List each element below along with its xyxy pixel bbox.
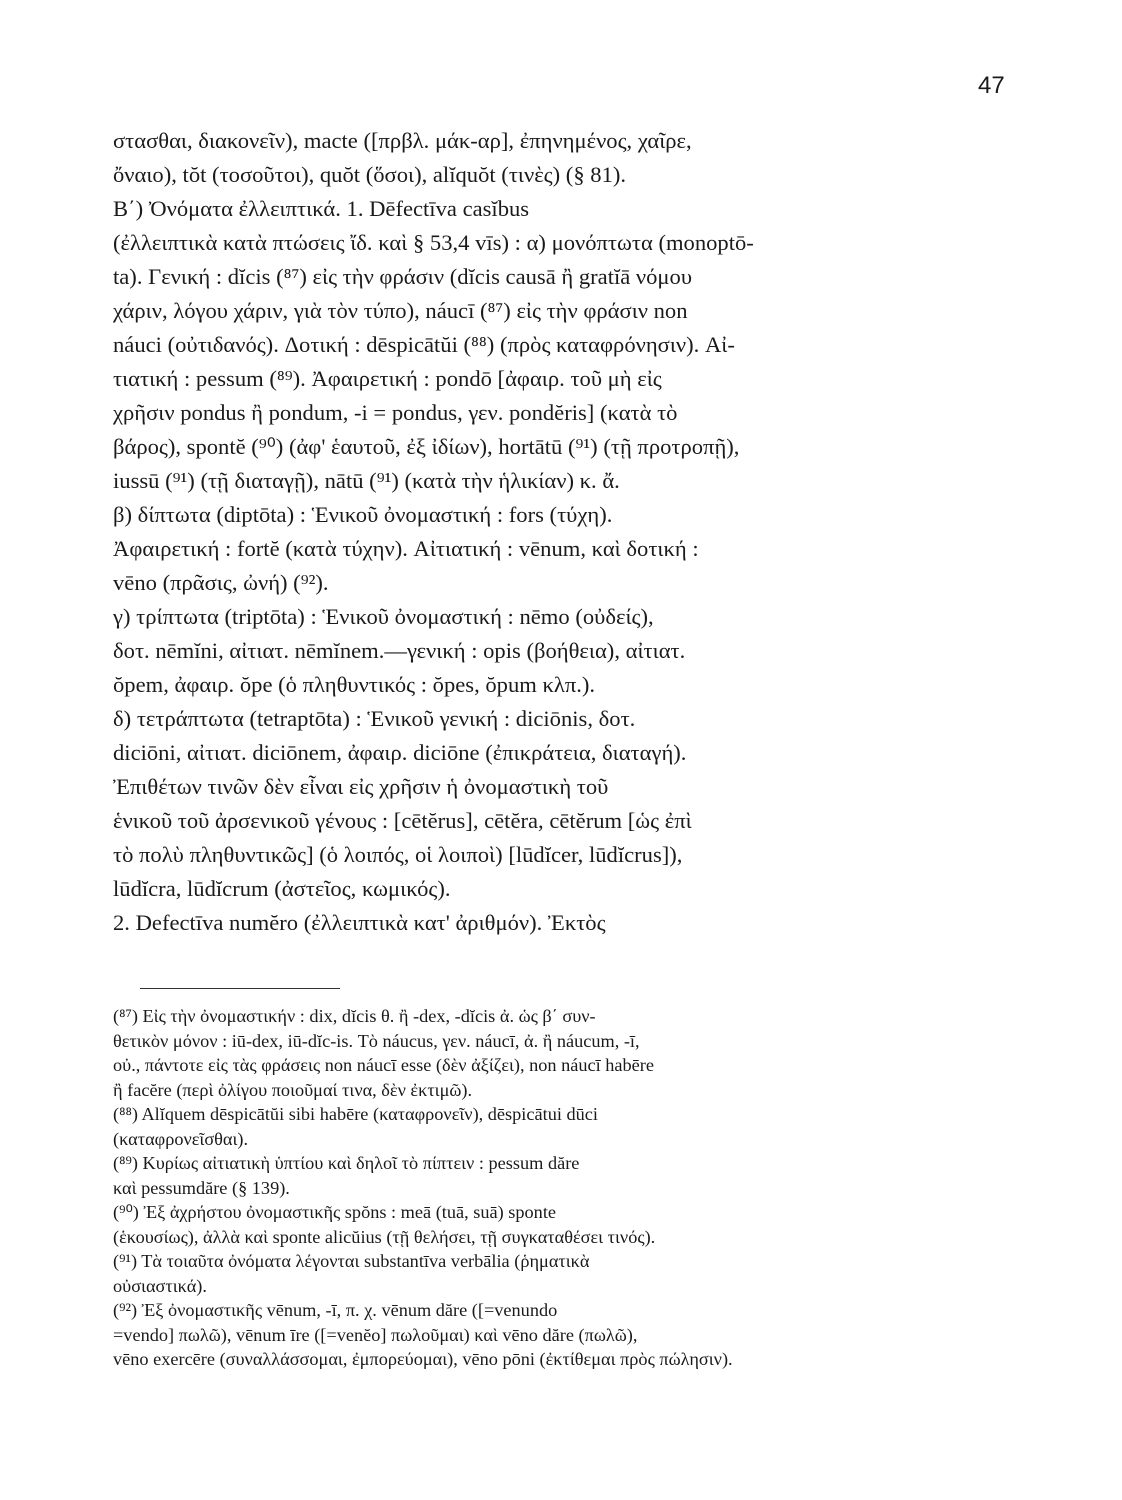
text-line: lūdĭcra, lūdĭcrum (ἀστεῖος, κωμικός).: [113, 876, 451, 901]
footnote-line: (καταφρονεῖσθαι).: [113, 1128, 249, 1149]
footnote-line: οὐσιαστικά).: [113, 1275, 207, 1296]
text-line: δοτ. nēmĭni, αἰτιατ. nēmĭnem.—γενική : opis (βοήθεια), αἰτιατ.: [113, 638, 686, 663]
text-line: ta). Γενική : dĭcis (⁸⁷) εἰς τὴν φράσιν (dĭcis causā ἢ gratĭā νόμου: [113, 264, 693, 289]
text-line: ἑνικοῦ τοῦ ἀρσενικοῦ γένους : [cētĕrus], cētĕra, cētĕrum [ὡς ἐπὶ: [113, 808, 692, 833]
text-line: ὄναιο), tŏt (τοσοῦτοι), quŏt (ὅσοι), alĭquŏt (τινὲς) (§ 81).: [113, 162, 627, 187]
text-line: iussū (⁹¹) (τῇ διαταγῇ), nātū (⁹¹) (κατὰ τὴν ἡλικίαν) κ. ἄ.: [113, 468, 620, 493]
footnote-line: θετικὸν μόνον : iū-dex, iū-dĭc-is. Τὸ náucus, γεν. náucī, ἀ. ἢ náucum, -ī,: [113, 1030, 640, 1051]
footnote-line: (⁸⁸) Alĭquem dēspicātŭi sibi habēre (καταφρονεῖν), dēspicātui dūci: [113, 1104, 598, 1124]
footnote-line: (⁹²) Ἐξ ὀνομαστικῆς vēnum, -ī, π. χ. vēnum dăre ([=venundo: [113, 1300, 558, 1320]
text-line: Β΄) Ὀνόματα ἐλλειπτικά. 1. Dēfectīva casĭbus: [113, 196, 530, 221]
text-line: 2. Defectīva numĕro (ἐλλειπτικὰ κατ' ἀριθμόν). Ἐκτὸς: [113, 910, 606, 935]
footnote-line: (⁹¹) Τὰ τοιαῦτα ὀνόματα λέγονται substantīva verbālia (ῥηματικὰ: [113, 1251, 590, 1271]
footnote-line: ἢ facĕre (περὶ ὀλίγου ποιοῦμαί τινα, δὲν ἐκτιμῶ).: [113, 1079, 473, 1100]
footnote-line: vēno exercēre (συναλλάσσομαι, ἐμπορεύομαι), vēno pōni (ἐκτίθεμαι πρὸς πώλησιν).: [113, 1349, 733, 1369]
text-line: χάριν, λόγου χάριν, γιὰ τὸν τύπο), náucī (⁸⁷) εἰς τὴν φράσιν non: [113, 298, 688, 323]
text-line: diciōni, αἰτιατ. diciōnem, ἀφαιρ. diciōne (ἐπικράτεια, διαταγή).: [113, 740, 687, 765]
text-line: vēno (πρᾶσις, ὠνή) (⁹²).: [113, 570, 329, 595]
footnote-line: οὐ., πάντοτε εἰς τὰς φράσεις non náucī esse (δὲν ἀξίζει), non náucī habēre: [113, 1055, 655, 1075]
footnote-line: =vendo] πωλῶ), vēnum īre ([=venĕo] πωλοῦμαι) καὶ vēno dăre (πωλῶ),: [113, 1324, 638, 1345]
text-line: βάρος), spontĕ (⁹⁰) (ἀφ' ἑαυτοῦ, ἐξ ἰδίων), hortātū (⁹¹) (τῇ προτροπῇ),: [113, 434, 740, 459]
text-line: náuci (οὐτιδανός). Δοτική : dēspicātŭi (⁸⁸) (πρὸς καταφρόνησιν). Αἰ-: [113, 332, 735, 357]
text-line: Ἀφαιρετική : fortĕ (κατὰ τύχην). Αἰτιατική : vēnum, καὶ δοτική :: [113, 536, 699, 561]
text-line: τὸ πολὺ πληθυντικῶς] (ὁ λοιπός, οἱ λοιποὶ) [lūdĭcer, lūdĭcrus]),: [113, 842, 683, 867]
footnote-line: (⁹⁰) Ἐξ ἀχρήστου ὀνομαστικῆς spŏns : meā (tuā, suā) sponte: [113, 1202, 557, 1222]
footnote-line: (⁸⁹) Κυρίως αἰτιατικὴ ὑπτίου καὶ δηλοῖ τὸ πίπτειν : pessum dăre: [113, 1153, 580, 1173]
text-line: δ) τετράπτωτα (tetraptōta) : Ἑνικοῦ γενική : diciōnis, δοτ.: [113, 706, 636, 731]
text-line: στασθαι, διακονεῖν), macte ([πρβλ. μάκ-αρ], ἐπηνημένος, χαῖρε,: [113, 128, 692, 153]
text-line: Ἐπιθέτων τινῶν δὲν εἶναι εἰς χρῆσιν ἡ ὀνομαστικὴ τοῦ: [113, 774, 609, 799]
text-line: χρῆσιν pondus ἢ pondum, -i = pondus, γεν. pondĕris] (κατὰ τὸ: [113, 400, 678, 425]
text-line: γ) τρίπτωτα (triptōta) : Ἑνικοῦ ὀνομαστική : nēmo (οὐδείς),: [113, 604, 654, 629]
footnotes: [113, 1004, 1013, 1372]
footnote-separator: [140, 988, 340, 989]
page-number: 47: [978, 72, 1005, 99]
text-line: β) δίπτωτα (diptōta) : Ἑνικοῦ ὀνομαστική : fors (τύχη).: [113, 502, 613, 527]
footnote-line: (⁸⁷) Εἰς τὴν ὀνομαστικήν : dix, dĭcis θ. ἢ -dex, -dĭcis ἀ. ὡς β΄ συν-: [113, 1006, 596, 1026]
text-line: τιατική : pessum (⁸⁹). Ἀφαιρετική : pondō [ἀφαιρ. τοῦ μὴ εἰς: [113, 366, 662, 391]
footnote-line: καὶ pessumdăre (§ 139).: [113, 1177, 290, 1198]
body-text: [113, 124, 1013, 940]
footnote-line: (ἑκουσίως), ἀλλὰ καὶ sponte alicŭius (τῇ θελήσει, τῇ συγκαταθέσει τινός).: [113, 1226, 656, 1247]
text-line: ŏpem, ἀφαιρ. ŏpe (ὁ πληθυντικός : ŏpes, ŏpum κλπ.).: [113, 672, 596, 697]
text-line: (ἐλλειπτικὰ κατὰ πτώσεις ἴδ. καὶ § 53,4 vīs) : α) μονόπτωτα (monoptō-: [113, 230, 754, 255]
